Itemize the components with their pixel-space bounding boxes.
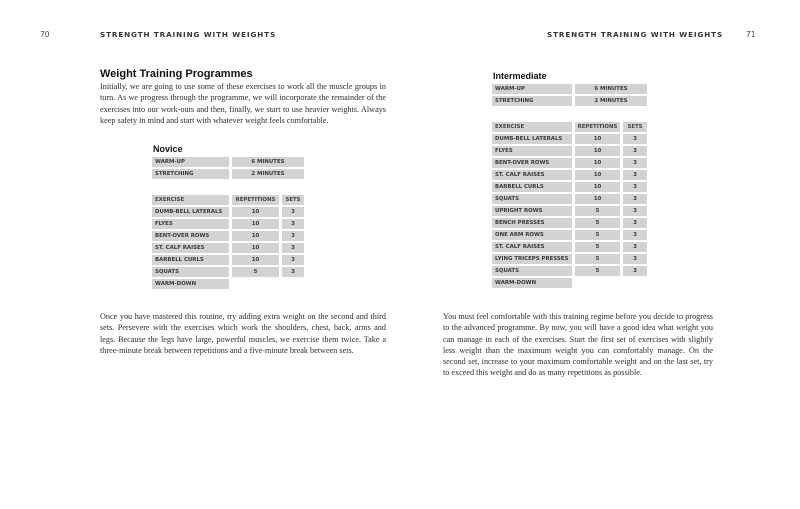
exercise-row [492, 266, 650, 276]
exercise-sets: 3 [282, 255, 304, 265]
exercise-row [152, 267, 307, 277]
warmup-duration: 2 MINUTES [232, 169, 304, 179]
section-title: Weight Training Programmes [100, 68, 253, 80]
exercise-row [492, 182, 650, 192]
header-sets: SETS [623, 122, 647, 132]
exercise-reps: 5 [575, 242, 620, 252]
exercise-name: SQUATS [152, 267, 229, 277]
exercise-sets: 3 [623, 158, 647, 168]
exercise-reps: 10 [232, 219, 279, 229]
intro-paragraph: Initially, we are going to use some of these exercises to work all the muscle groups in turn. As we progress through the programme, we will incorporate the remainder of the exercises into our work-outs and then, finally, we start to use heavier weights. Always keep safety in mind and start with whatever weight feels comfortable. [100, 82, 386, 125]
exercise-name: ONE ARM ROWS [492, 230, 572, 240]
exercise-sets: 3 [623, 134, 647, 144]
warmup-label: WARM-UP [492, 84, 572, 94]
exercise-sets: 3 [623, 266, 647, 276]
exercise-reps: 5 [575, 218, 620, 228]
exercise-row [492, 158, 650, 168]
exercise-name: BENT-OVER ROWS [492, 158, 572, 168]
novice-table [152, 157, 307, 291]
page-number: 70 [40, 30, 50, 39]
exercise-sets: 3 [623, 182, 647, 192]
exercise-reps: 10 [232, 255, 279, 265]
exercise-name: ST. CALF RAISES [492, 170, 572, 180]
closing-paragraph: Once you have mastered this routine, try adding extra weight on the second and third sets. Persevere with the exercises which work the shoulders, chest, back, arms and legs. Because the legs have large, powerful muscles, we exercise them twice. Take a three-minute break between repetitions and a five-minute break between sets. [100, 312, 386, 355]
table-spacer [152, 181, 307, 195]
exercise-reps: 10 [575, 182, 620, 192]
table-spacer [492, 108, 650, 122]
exercise-name: BARBELL CURLS [152, 255, 229, 265]
exercise-row [492, 134, 650, 144]
exercise-sets: 3 [282, 231, 304, 241]
intermediate-title: Intermediate [493, 71, 547, 81]
warmup-label: STRETCHING [492, 96, 572, 106]
warmup-row [492, 84, 650, 94]
warmup-row [152, 157, 307, 167]
exercise-sets: 3 [623, 170, 647, 180]
warmup-row [152, 169, 307, 179]
exercise-name: LYING TRICEPS PRESSES [492, 254, 572, 264]
exercise-row [492, 170, 650, 180]
exercise-reps: 10 [232, 207, 279, 217]
exercise-reps: 5 [575, 230, 620, 240]
exercise-sets: 3 [623, 218, 647, 228]
header-exercise: EXERCISE [492, 122, 572, 132]
exercise-sets: 3 [282, 267, 304, 277]
exercise-sets: 3 [623, 146, 647, 156]
header-repetitions: REPETITIONS [232, 195, 279, 205]
exercise-sets: 3 [623, 242, 647, 252]
exercise-row [492, 194, 650, 204]
header-repetitions: REPETITIONS [575, 122, 620, 132]
intermediate-table [492, 84, 650, 290]
cooldown-row [152, 279, 307, 289]
exercise-reps: 5 [232, 267, 279, 277]
warmup-row [492, 96, 650, 106]
page-number: 71 [746, 30, 756, 39]
warmup-label: WARM-UP [152, 157, 229, 167]
exercise-reps: 5 [575, 206, 620, 216]
exercise-row [492, 242, 650, 252]
exercise-reps: 10 [575, 134, 620, 144]
exercise-sets: 3 [623, 254, 647, 264]
warmup-duration: 6 MINUTES [575, 84, 647, 94]
cooldown-label: WARM-DOWN [492, 278, 572, 288]
exercise-row [152, 207, 307, 217]
exercise-sets: 3 [282, 207, 304, 217]
table-header-row [152, 195, 307, 205]
exercise-name: ST. CALF RAISES [492, 242, 572, 252]
header-exercise: EXERCISE [152, 195, 229, 205]
cooldown-row [492, 278, 650, 288]
exercise-row [492, 230, 650, 240]
exercise-name: BARBELL CURLS [492, 182, 572, 192]
exercise-name: BENT-OVER ROWS [152, 231, 229, 241]
exercise-name: DUMB-BELL LATERALS [152, 207, 229, 217]
exercise-name: SQUATS [492, 194, 572, 204]
exercise-row [152, 231, 307, 241]
novice-title: Novice [153, 144, 183, 154]
exercise-row [152, 255, 307, 265]
exercise-name: BENCH PRESSES [492, 218, 572, 228]
exercise-sets: 3 [623, 230, 647, 240]
exercise-name: FLYES [152, 219, 229, 229]
warmup-duration: 2 MINUTES [575, 96, 647, 106]
exercise-reps: 5 [575, 266, 620, 276]
exercise-name: ST. CALF RAISES [152, 243, 229, 253]
exercise-row [152, 219, 307, 229]
exercise-sets: 3 [623, 206, 647, 216]
exercise-reps: 10 [575, 170, 620, 180]
exercise-sets: 3 [623, 194, 647, 204]
running-head: STRENGTH TRAINING WITH WEIGHTS [100, 30, 277, 39]
exercise-reps: 10 [575, 158, 620, 168]
exercise-sets: 3 [282, 219, 304, 229]
exercise-row [492, 206, 650, 216]
cooldown-label: WARM-DOWN [152, 279, 229, 289]
warmup-label: STRETCHING [152, 169, 229, 179]
exercise-reps: 5 [575, 254, 620, 264]
exercise-name: FLYES [492, 146, 572, 156]
exercise-row [492, 146, 650, 156]
exercise-reps: 10 [232, 243, 279, 253]
exercise-sets: 3 [282, 243, 304, 253]
warmup-duration: 6 MINUTES [232, 157, 304, 167]
exercise-row [492, 218, 650, 228]
exercise-name: DUMB-BELL LATERALS [492, 134, 572, 144]
exercise-reps: 10 [575, 194, 620, 204]
running-head: STRENGTH TRAINING WITH WEIGHTS [547, 30, 724, 39]
table-header-row [492, 122, 650, 132]
exercise-row [492, 254, 650, 264]
exercise-name: UPRIGHT ROWS [492, 206, 572, 216]
closing-paragraph: You must feel comfortable with this training regime before you decide to progress to the advanced programme. By now, you will have a good idea what weight you can manage in each of the exercises. Start the first set of exercises with slightly less weight than the maximum weight you can comfortably manage. On the second set, increase to your maximum comfortable weight and on the last set, try to exceed this weight and do as many repetitions as possible. [443, 312, 713, 378]
exercise-reps: 10 [232, 231, 279, 241]
exercise-row [152, 243, 307, 253]
exercise-reps: 10 [575, 146, 620, 156]
header-sets: SETS [282, 195, 304, 205]
exercise-name: SQUATS [492, 266, 572, 276]
